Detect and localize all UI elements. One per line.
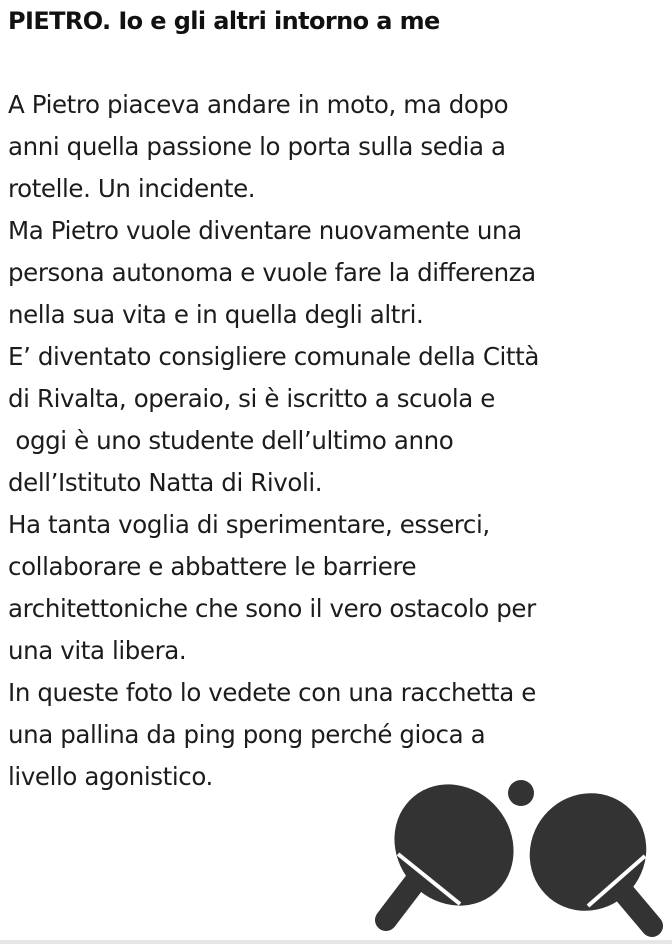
text-line: Ha tanta voglia di sperimentare, esserci, [8,510,490,539]
text-line: dell’Istituto Natta di Rivoli. [8,468,323,497]
text-line: A Pietro piaceva andare in moto, ma dopo [8,90,509,119]
text-line: Ma Pietro vuole diventare nuovamente una [8,216,522,245]
page-bottom-divider [0,940,672,944]
body-text [8,84,539,798]
text-line: In queste foto lo vedete con una racchetta e [8,678,536,707]
text-line: persona autonoma e vuole fare la differenza [8,258,536,287]
text-line: livello agonistico. [8,762,213,791]
ping-pong-ball-icon [508,780,534,806]
text-line: una vita libera. [8,636,187,665]
text-line: anni quella passione lo porta sulla sedia a [8,132,506,161]
text-line: E’ diventato consigliere comunale della Città [8,342,539,371]
text-line: collaborare e abbattere le barriere [8,552,417,581]
text-line: oggi è uno studente dell’ultimo anno [8,426,454,455]
text-line: una pallina da ping pong perché gioca a [8,720,486,749]
text-line: nella sua vita e in quella degli altri. [8,300,424,329]
text-line: di Rivalta, operaio, si è iscritto a scuola e [8,384,495,413]
ping-pong-paddles-icon [370,772,672,944]
text-line: architettoniche che sono il vero ostacolo per [8,594,536,623]
text-line: rotelle. Un incidente. [8,174,256,203]
document-title: PIETRO. Io e gli altri intorno a me [8,7,440,35]
